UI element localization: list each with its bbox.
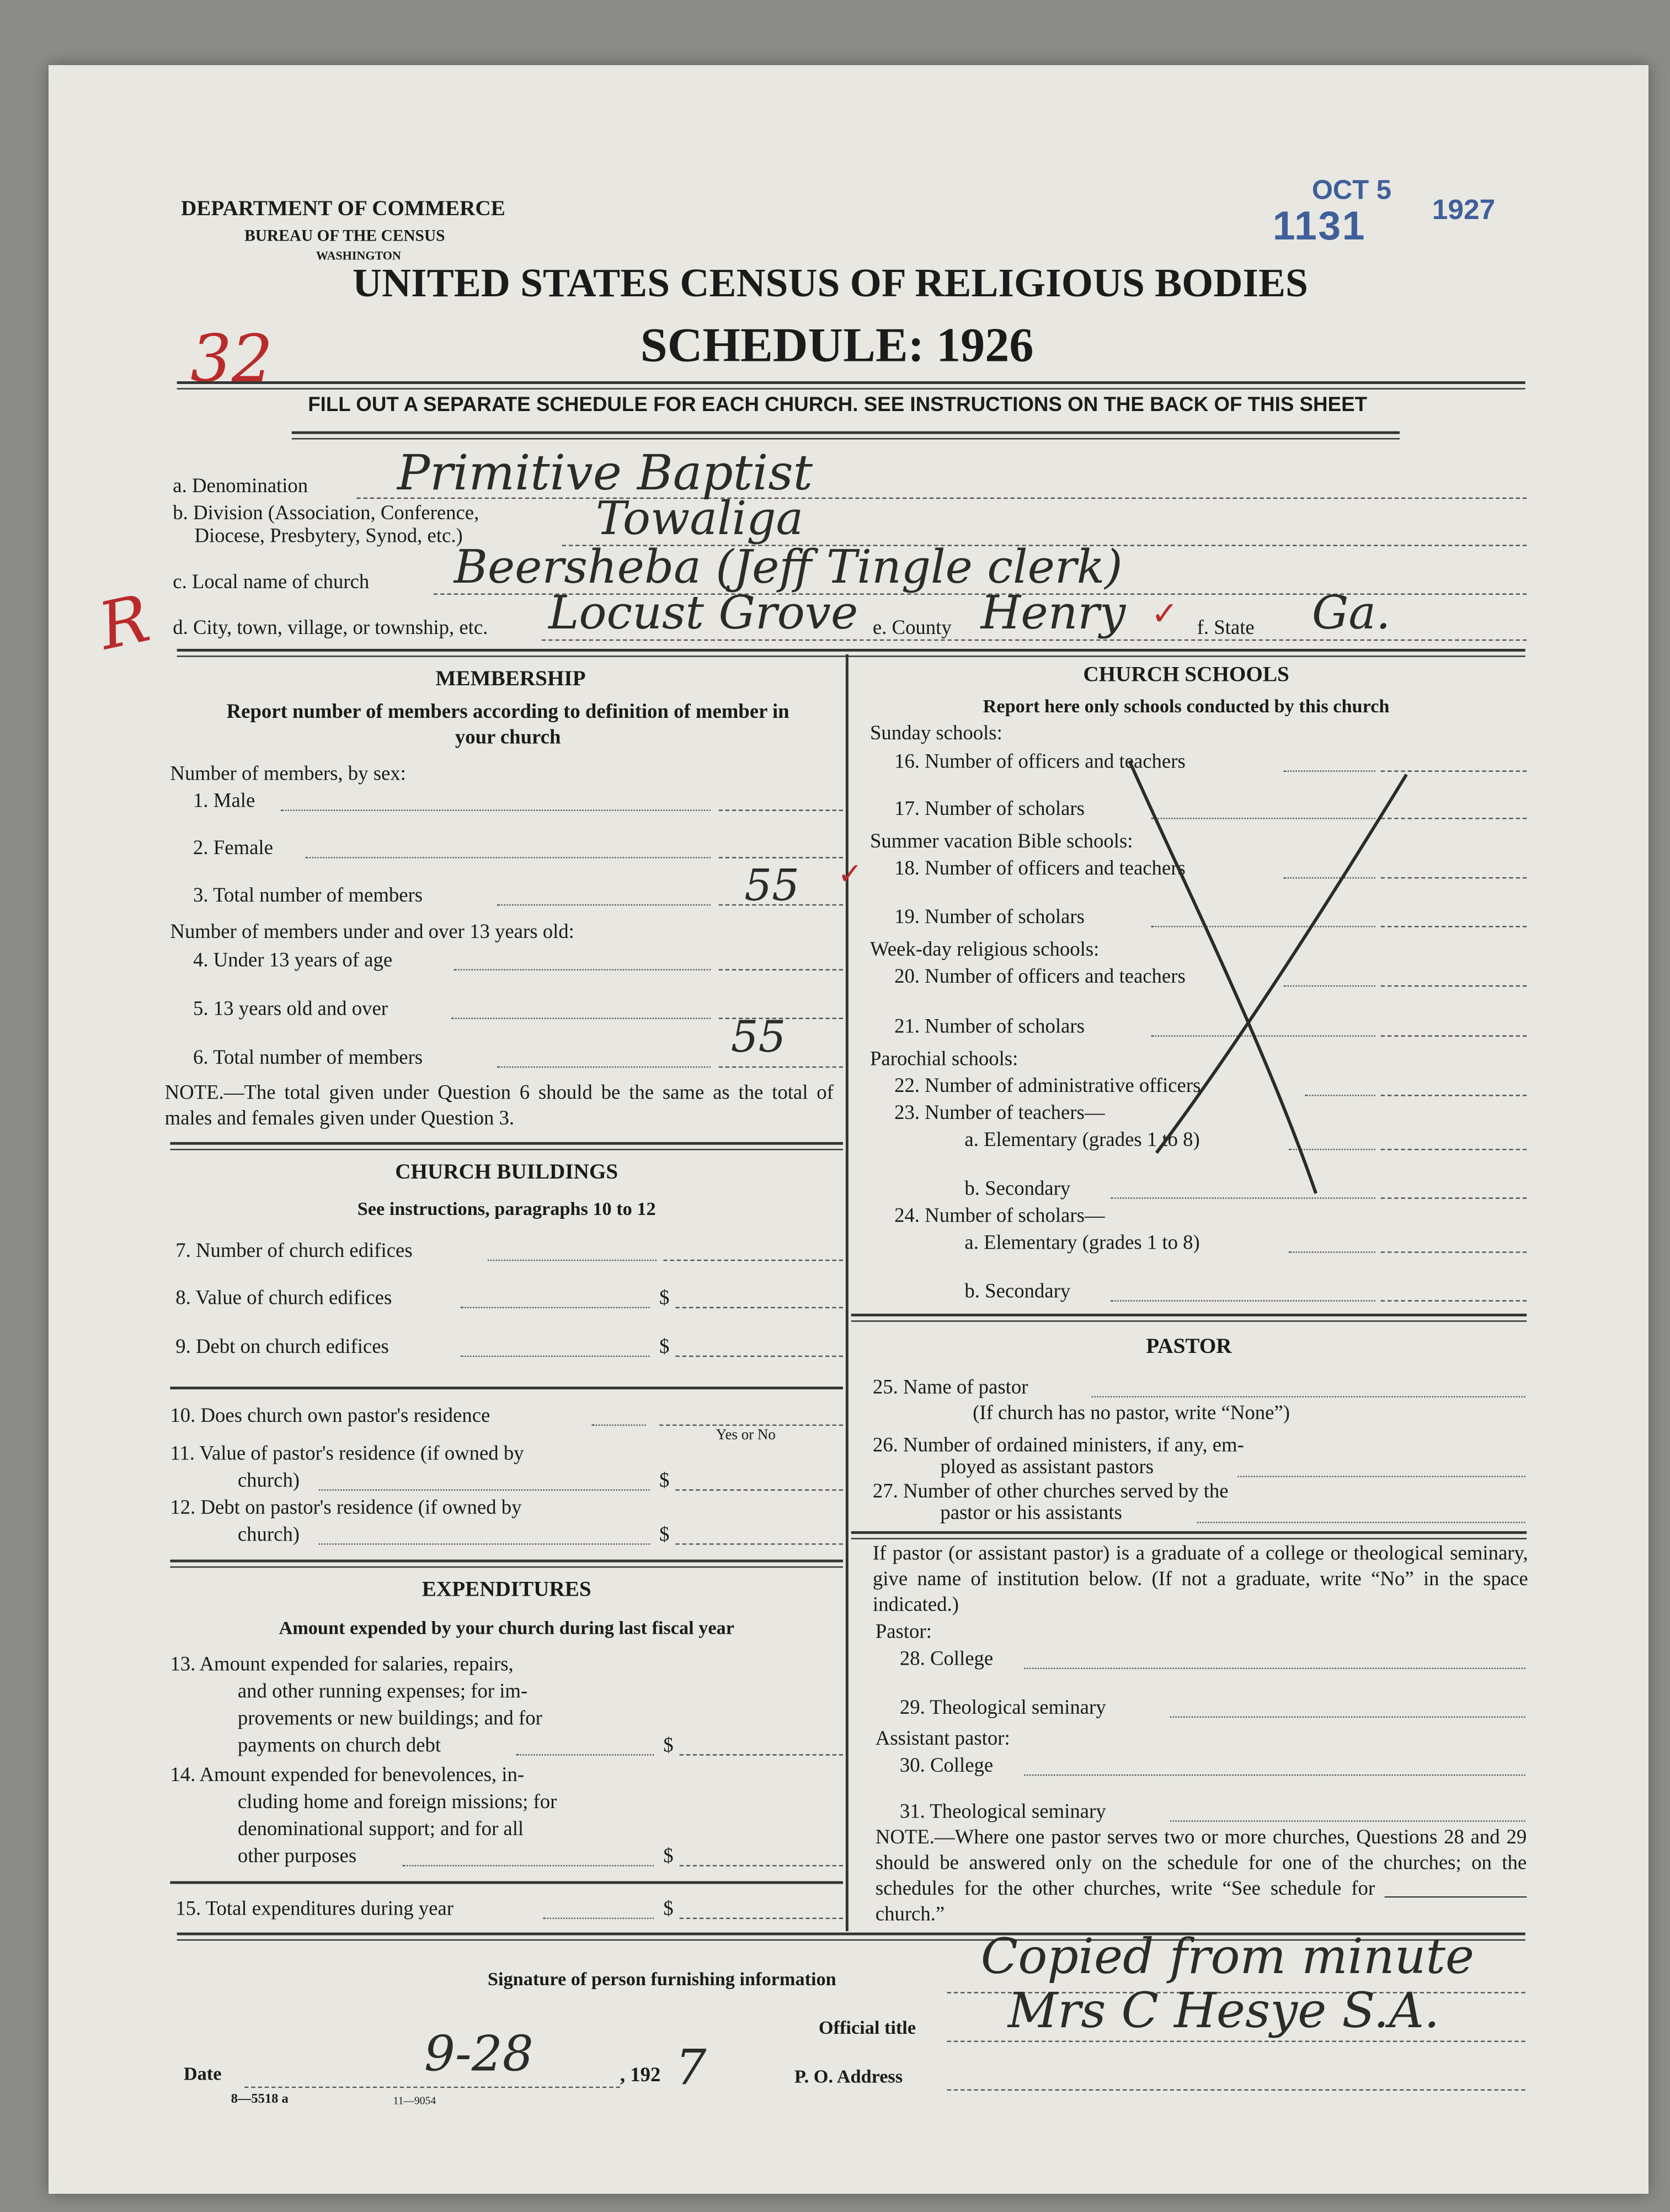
q14-line-1: 14. Amount expended for benevolences, in- (170, 1765, 525, 1787)
dollar-sign: $ (663, 1899, 674, 1921)
division-label-2: Diocese, Presbytery, Synod, etc.) (194, 526, 463, 548)
pastor-title: PASTOR (1146, 1335, 1232, 1358)
summer-schools-label: Summer vacation Bible schools: (869, 831, 1133, 853)
local-name-label: c. Local name of church (173, 572, 370, 594)
q27-line-1: 27. Number of other churches served by the (872, 1481, 1229, 1503)
leader (1111, 1300, 1375, 1301)
received-stamp-number: 1131 (1272, 204, 1367, 249)
q24a-answer-line (1381, 1251, 1527, 1252)
leader (543, 1918, 654, 1919)
q26-line-1: 26. Number of ordained ministers, if any, em- (872, 1435, 1244, 1457)
rule (170, 1142, 843, 1150)
q13-answer-line (680, 1754, 843, 1755)
red-check-mark: ✓ (1151, 597, 1178, 633)
leader (1170, 1820, 1525, 1821)
red-handwritten-mark: R (92, 581, 156, 665)
rule (177, 649, 1525, 657)
leader (1170, 1717, 1525, 1718)
buildings-sub: See instructions, paragraphs 10 to 12 (357, 1200, 656, 1220)
q14-line-3: denominational support; and for all (237, 1819, 524, 1841)
leader (319, 1489, 650, 1490)
q6-total: 6. Total number of members (193, 1047, 423, 1069)
leader (497, 1067, 711, 1068)
red-handwritten-number: 32 (190, 322, 273, 398)
leader (1024, 1774, 1525, 1776)
q13-line-4: payments on church debt (237, 1735, 441, 1757)
q28-college: 28. College (899, 1649, 994, 1671)
assistant-pastor-label: Assistant pastor: (875, 1728, 1010, 1750)
leader (1197, 1522, 1525, 1523)
division-value: Towaliga (595, 492, 804, 546)
leader (454, 969, 711, 970)
division-label: b. Division (Association, Conference, (173, 503, 479, 525)
leader (1092, 1396, 1525, 1397)
official-title-value: Mrs C Hesye S.A. (1007, 1984, 1440, 2039)
leader (1289, 1251, 1375, 1252)
denomination-label: a. Denomination (173, 476, 308, 498)
weekday-schools-label: Week-day religious schools: (869, 939, 1100, 961)
q3-total: 3. Total number of members (193, 885, 423, 907)
date-line (244, 2087, 620, 2088)
parochial-schools-label: Parochial schools: (869, 1048, 1018, 1071)
q17: 17. Number of scholars (894, 798, 1085, 820)
q13-line-1: 13. Amount expended for salaries, repairs, (170, 1654, 514, 1676)
q13-line-2: and other running expenses; for im- (237, 1681, 528, 1703)
q25-note: (If church has no pastor, write “None”) (973, 1403, 1290, 1425)
q19: 19. Number of scholars (894, 907, 1085, 929)
q30-college: 30. College (899, 1755, 994, 1777)
date-value: 9-28 (424, 2027, 533, 2083)
q15-total-expenditures: 15. Total expenditures during year (175, 1899, 453, 1921)
q10-owns-residence: 10. Does church own pastor's residence (170, 1405, 490, 1427)
county-value: Henry (980, 587, 1126, 641)
print-number: 11—9054 (393, 2094, 436, 2107)
q4-under-13: 4. Under 13 years of age (193, 950, 393, 972)
rule (170, 1881, 843, 1884)
signature-label: Signature of person furnishing information (487, 1970, 836, 1991)
q10-answer-line (659, 1425, 843, 1426)
dollar-sign: $ (659, 1470, 670, 1493)
red-check-mark: ✓ (837, 857, 863, 891)
signature-value: Copied from minute (980, 1929, 1475, 1986)
local-name-value: Beersheba (Jeff Tingle clerk) (453, 541, 1123, 595)
q27-line-2: pastor or his assistants (940, 1502, 1122, 1525)
q12-church: church) (237, 1524, 300, 1547)
rule (170, 1560, 843, 1568)
q2-answer-line (719, 857, 843, 858)
pastor-note: NOTE.—Where one pastor serves two or more churches, Questions 28 and 29 should be answered only on the schedule for one of the churches; on the schedules for the other churches, write “See schedule for ______________ church.” (875, 1827, 1527, 1926)
cross-stroke (1129, 761, 1316, 1193)
q24b: b. Secondary (964, 1281, 1071, 1303)
leader (305, 857, 711, 858)
date-year-prefix: , 192 (620, 2065, 661, 2087)
buildings-title: CHURCH BUILDINGS (395, 1161, 618, 1184)
rule (177, 381, 1525, 390)
county-label: e. County (872, 617, 952, 639)
rule (292, 431, 1400, 440)
po-address-label: P. O. Address (794, 2067, 903, 2088)
department-line: DEPARTMENT OF COMMERCE (181, 198, 505, 221)
q12-answer-line (675, 1543, 843, 1544)
q23: 23. Number of teachers— (894, 1102, 1105, 1125)
schools-title: CHURCH SCHOOLS (1083, 663, 1289, 687)
q15-answer-line (680, 1918, 843, 1919)
q14-answer-line (680, 1865, 843, 1866)
leader (319, 1543, 650, 1544)
q13-line-3: provements or new buildings; and for (237, 1708, 542, 1730)
city-county-state-line (542, 639, 1527, 641)
membership-title: MEMBERSHIP (435, 668, 586, 691)
leader (451, 1018, 711, 1019)
form-title: UNITED STATES CENSUS OF RELIGIOUS BODIES (353, 261, 1308, 306)
q4-answer-line (719, 969, 843, 970)
state-value: Ga. (1311, 587, 1391, 641)
leader (461, 1356, 650, 1357)
expenditures-title: EXPENDITURES (421, 1578, 591, 1602)
q29-seminary: 29. Theological seminary (899, 1697, 1106, 1719)
q14-line-4: other purposes (237, 1846, 357, 1868)
state-label: f. State (1197, 617, 1255, 639)
bureau-line: BUREAU OF THE CENSUS (244, 226, 445, 245)
rule (851, 1314, 1527, 1322)
schools-sub: Report here only schools conducted by this church (983, 697, 1390, 718)
received-stamp-year: 1927 (1432, 195, 1496, 226)
po-address-line (947, 2090, 1525, 2091)
expenditures-sub: Amount expended by your church during last fiscal year (279, 1619, 734, 1640)
q22: 22. Number of administrative officers (894, 1075, 1201, 1098)
membership-intro: Report number of members according to definition of member in your church (226, 701, 789, 749)
dollar-sign: $ (659, 1524, 670, 1547)
q8-answer-line (675, 1307, 843, 1308)
official-title-line (947, 2040, 1525, 2042)
q24a: a. Elementary (grades 1 to 8) (964, 1232, 1200, 1255)
leader (461, 1307, 650, 1308)
q12-debt-residence: 12. Debt on pastor's residence (if owned by (170, 1497, 522, 1520)
leader (591, 1425, 645, 1426)
census-form-sheet (49, 65, 1648, 2194)
city-label: d. City, town, village, or township, etc. (173, 617, 488, 639)
leader (1237, 1476, 1525, 1477)
city-line: WASHINGTON (316, 249, 401, 263)
q9-answer-line (675, 1356, 843, 1357)
members-by-sex-label: Number of members, by sex: (170, 764, 406, 786)
dollar-sign: $ (663, 1735, 674, 1757)
schedule-title: SCHEDULE: 1926 (640, 317, 1034, 372)
leader (1024, 1668, 1525, 1669)
q5-value: 55 (730, 1011, 786, 1063)
rule (851, 1531, 1527, 1539)
sunday-schools-label: Sunday schools: (869, 723, 1002, 745)
separate-schedule-instruction: FILL OUT A SEPARATE SCHEDULE FOR EACH CHURCH. SEE INSTRUCTIONS ON THE BACK OF THIS SHEET (308, 393, 1368, 417)
q8-value-edifices: 8. Value of church edifices (175, 1288, 392, 1310)
q24b-answer-line (1381, 1300, 1527, 1301)
handwritten-cross-out (1102, 748, 1427, 1207)
denomination-value: Primitive Baptist (397, 446, 813, 502)
official-title-label: Official title (818, 2019, 916, 2039)
leader (516, 1754, 654, 1755)
leader (403, 1865, 654, 1866)
rule (170, 1387, 843, 1389)
q26-line-2: ployed as assistant pastors (940, 1457, 1154, 1479)
q16: 16. Number of officers and teachers (894, 751, 1186, 774)
q6-answer-line (719, 1067, 843, 1068)
q11-answer-line (675, 1489, 843, 1490)
column-divider (846, 654, 849, 1931)
q3-value: 55 (744, 860, 799, 912)
q14-line-2: cluding home and foreign missions; for (237, 1792, 557, 1814)
leader (488, 1260, 657, 1261)
q7-edifices: 7. Number of church edifices (175, 1240, 413, 1262)
members-by-age-label: Number of members under and over 13 years old: (170, 921, 574, 944)
q23a: a. Elementary (grades 1 to 8) (964, 1129, 1200, 1152)
q11-church: church) (237, 1470, 300, 1493)
q24: 24. Number of scholars— (894, 1205, 1105, 1228)
q20: 20. Number of officers and teachers (894, 966, 1186, 988)
q1-male: 1. Male (193, 791, 255, 813)
cross-stroke (1156, 775, 1406, 1153)
graduate-note: If pastor (or assistant pastor) is a graduate of a college or theological seminary, give name of institution below. (If not a graduate, write “No” in the space indicated.) (872, 1543, 1528, 1617)
q31-seminary: 31. Theological seminary (899, 1801, 1106, 1824)
dollar-sign: $ (663, 1846, 674, 1868)
form-number: 8—5518 a (231, 2092, 289, 2107)
q21: 21. Number of scholars (894, 1016, 1085, 1038)
date-label: Date (183, 2065, 222, 2086)
pastor-sub-label: Pastor: (875, 1622, 932, 1644)
dollar-sign: $ (659, 1336, 670, 1358)
received-stamp-date: OCT 5 (1311, 175, 1392, 206)
q9-debt-edifices: 9. Debt on church edifices (175, 1336, 389, 1358)
q18: 18. Number of officers and teachers (894, 858, 1186, 880)
q7-answer-line (663, 1260, 843, 1261)
leader (497, 904, 711, 905)
q23b: b. Secondary (964, 1178, 1071, 1201)
q2-female: 2. Female (193, 838, 273, 860)
dollar-sign: $ (659, 1288, 670, 1310)
q1-answer-line (719, 809, 843, 811)
yes-or-no-label: Yes or No (716, 1427, 776, 1443)
city-value: Locust Grove (548, 587, 858, 641)
membership-note: NOTE.—The total given under Question 6 should be the same as the total of males and females given under Question 3. (164, 1083, 834, 1130)
q5-13-and-over: 5. 13 years old and over (193, 999, 388, 1021)
date-year-digit: 7 (675, 2040, 707, 2096)
q25: 25. Name of pastor (872, 1377, 1028, 1399)
leader (281, 809, 711, 811)
q11-value-residence: 11. Value of pastor's residence (if owned by (170, 1443, 524, 1465)
